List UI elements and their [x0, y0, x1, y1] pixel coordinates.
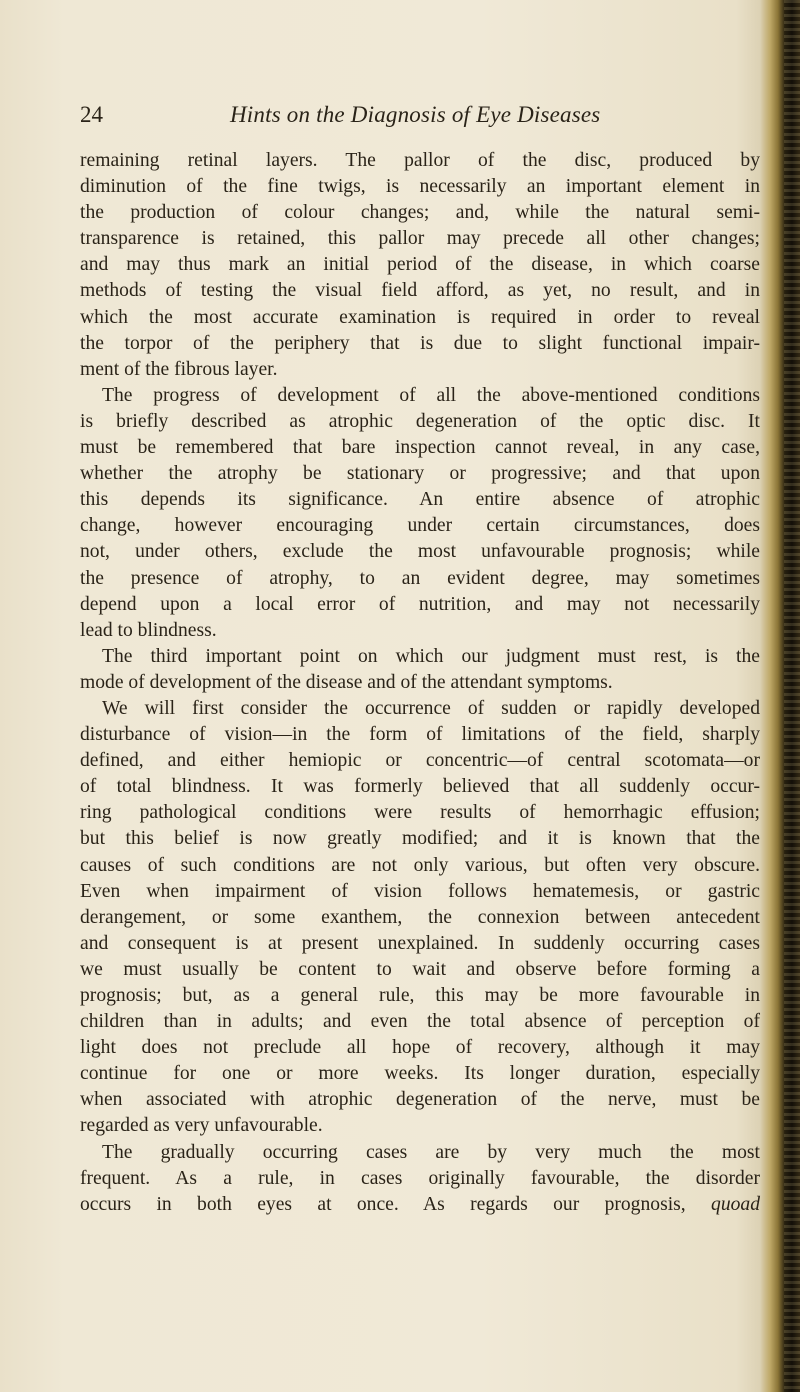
text-line: whether the atrophy be stationary or progressive; and that upon	[80, 463, 760, 485]
page-number: 24	[80, 102, 103, 127]
text-line: prognosis; but, as a general rule, this may be more favourable in	[80, 985, 760, 1006]
text-line: frequent. As a rule, in cases originally favourable, the disorder	[80, 1167, 760, 1189]
text-line-final	[80, 1192, 760, 1218]
text-line: Even when impairment of vision follows hematemesis, or gastric	[80, 880, 760, 902]
text-line: of total blindness. It was formerly believed that all suddenly occur-	[80, 776, 760, 798]
text-line: methods of testing the visual field afford, as yet, no result, and in	[80, 280, 760, 302]
text-line: and consequent is at present unexplained. In suddenly occurring cases	[80, 932, 760, 954]
text-line: light does not preclude all hope of recovery, although it may	[80, 1037, 760, 1059]
text-line: The third important point on which our judgment must rest, is the	[102, 645, 760, 667]
text-line: the production of colour changes; and, while the natural semi-	[80, 202, 760, 224]
text-line: remaining retinal layers. The pallor of the disc, produced by	[80, 150, 760, 171]
text-line: defined, and either hemiopic or concentric—of central scotomata—or	[80, 750, 760, 772]
text-line: change, however encouraging under certain circumstances, does	[80, 515, 760, 537]
text-line: The progress of development of all the above-mentioned conditions	[102, 384, 760, 406]
text-line: the torpor of the periphery that is due to slight functional impair-	[80, 332, 760, 354]
text-line: must be remembered that bare inspection cannot reveal, in any case,	[80, 437, 760, 459]
final-line-italic-word: quoad	[711, 1193, 760, 1215]
text-line: regarded as very unfavourable.	[80, 1115, 323, 1137]
text-line: which the most accurate examination is required in order to reveal	[80, 306, 760, 328]
body-text	[80, 148, 760, 1218]
text-line: mode of development of the disease and of the attendant symptoms.	[80, 671, 613, 693]
text-line: diminution of the fine twigs, is necessarily an important element in	[80, 176, 760, 198]
text-line: is briefly described as atrophic degeneration of the optic disc. It	[80, 410, 760, 432]
text-line: and may thus mark an initial period of the disease, in which coarse	[80, 254, 760, 276]
text-line: ring pathological conditions were results of hemorrhagic effusion;	[80, 802, 760, 824]
text-line: but this belief is now greatly modified; and it is known that the	[80, 828, 760, 850]
text-line: causes of such conditions are not only various, but often very obscure.	[80, 854, 760, 876]
text-line: disturbance of vision—in the form of limitations of the field, sharply	[80, 724, 760, 746]
page-edge-texture	[784, 0, 800, 1392]
running-title: Hints on the Diagnosis of Eye Diseases	[230, 102, 601, 127]
text-line: children than in adults; and even the total absence of perception of	[80, 1011, 760, 1033]
text-line: lead to blindness.	[80, 619, 217, 641]
text-line: transparence is retained, this pallor may precede all other changes;	[80, 228, 760, 250]
text-line: We will first consider the occurrence of sudden or rapidly developed	[102, 697, 760, 719]
text-line: we must usually be content to wait and observe before forming a	[80, 958, 760, 980]
text-line: ment of the fibrous layer.	[80, 358, 278, 380]
text-line: when associated with atrophic degeneration of the nerve, must be	[80, 1089, 760, 1111]
text-line: this depends its significance. An entire absence of atrophic	[80, 489, 760, 511]
text-line: The gradually occurring cases are by very much the most	[102, 1141, 760, 1163]
running-header	[80, 102, 760, 132]
final-line-lead: occurs in both eyes at once. As regards our prognosis,	[80, 1193, 686, 1215]
text-line: continue for one or more weeks. Its longer duration, especially	[80, 1063, 760, 1085]
text-line: derangement, or some exanthem, the connexion between antecedent	[80, 906, 760, 928]
text-line: not, under others, exclude the most unfavourable prognosis; while	[80, 541, 760, 563]
text-line: depend upon a local error of nutrition, and may not necessarily	[80, 593, 760, 615]
text-line: the presence of atrophy, to an evident degree, may sometimes	[80, 567, 760, 589]
